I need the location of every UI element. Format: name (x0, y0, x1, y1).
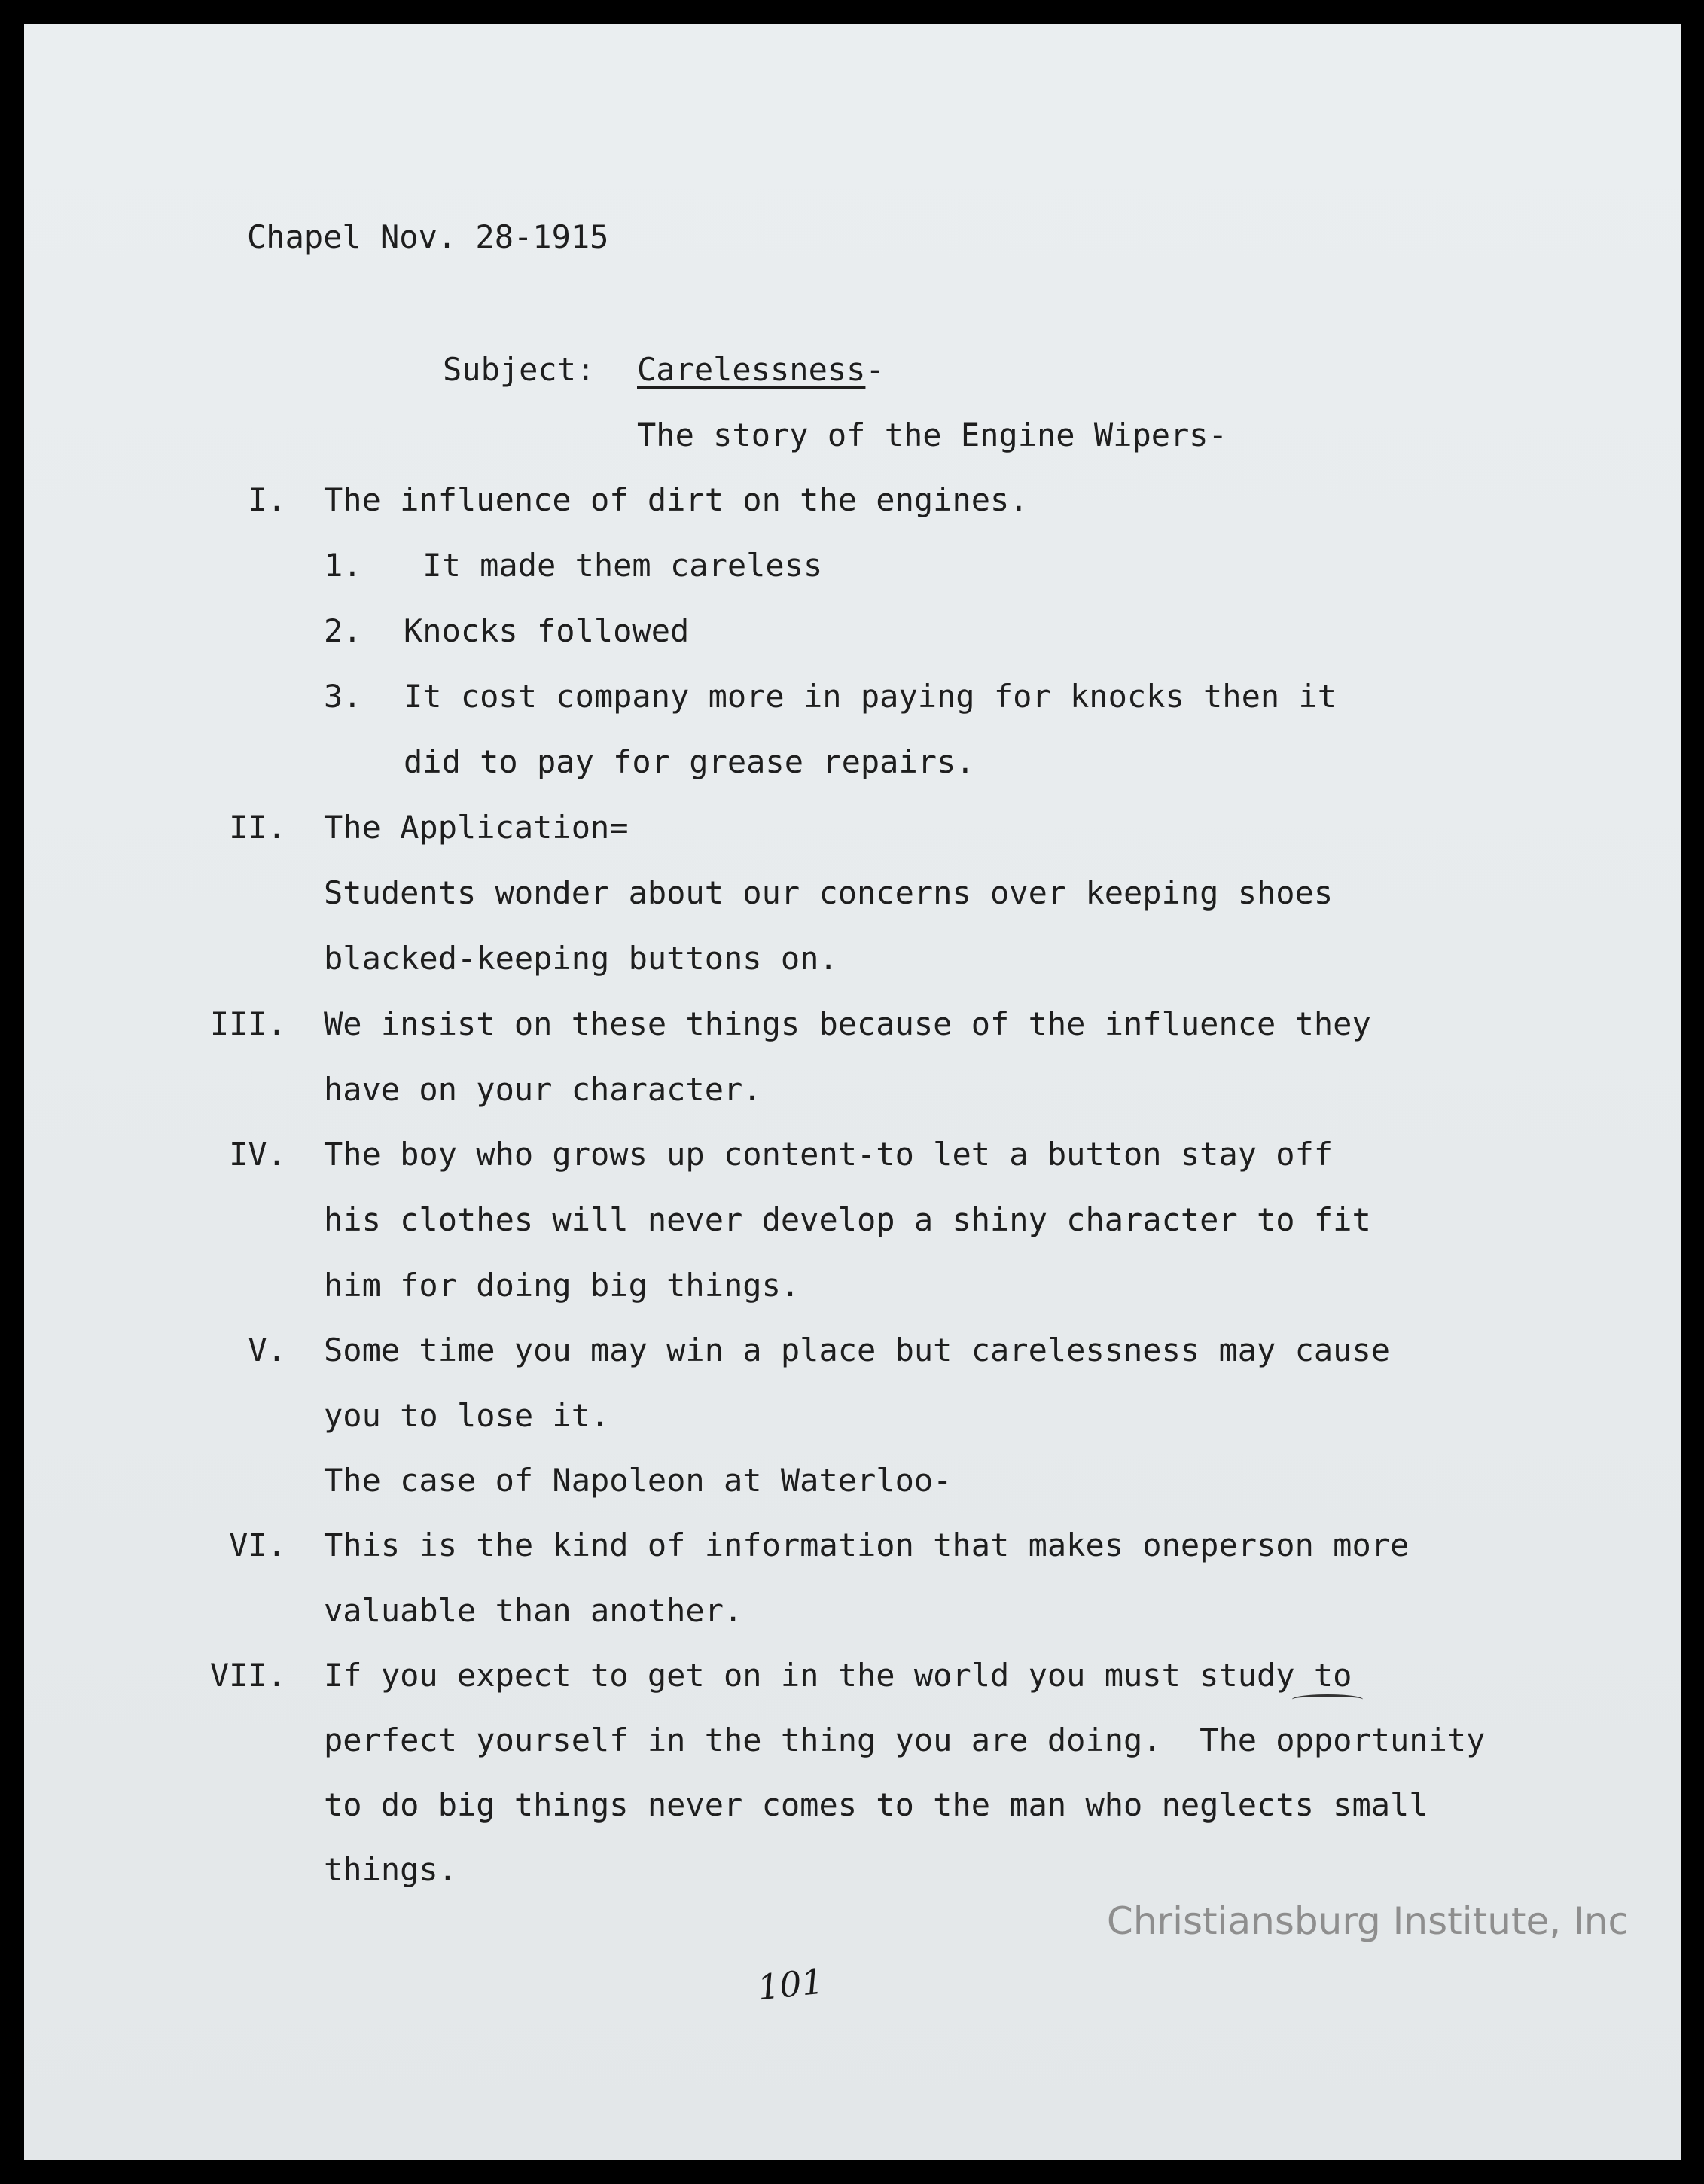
section-text: his clothes will never develop a shiny character to fit (324, 1201, 1371, 1238)
section-text: This is the kind of information that makes oneperson more (324, 1527, 1410, 1563)
section-numeral: V. (248, 1331, 286, 1368)
subject-label: Subject: (443, 351, 596, 388)
document-page (24, 24, 1681, 2160)
subitem-text: It made them careless (404, 547, 823, 584)
section-text: The boy who grows up content-to let a button stay off (324, 1136, 1334, 1173)
section-text: We insist on these things because of the influence they (324, 1005, 1371, 1042)
subject-title: Carelessness (637, 351, 866, 388)
section-text: perfect yourself in the thing you are doing. The opportunity (324, 1722, 1486, 1758)
section-numeral: III. (209, 1005, 286, 1042)
subitem-text: did to pay for grease repairs. (404, 743, 975, 780)
section-text: valuable than another. (324, 1592, 743, 1629)
section-text: you to lose it. (324, 1397, 610, 1434)
section-text: blacked-keeping buttons on. (324, 940, 838, 977)
section-text: The influence of dirt on the engines. (324, 481, 1029, 518)
page-number: 101 (755, 1960, 826, 2009)
watermark: Christiansburg Institute, Inc (1106, 1899, 1629, 1943)
subitem-number: 1. (324, 547, 362, 584)
pen-underline-mark (1292, 1694, 1363, 1704)
section-text: things. (324, 1851, 458, 1888)
section-text: If you expect to get on in the world you must study to (324, 1657, 1352, 1694)
section-text: to do big things never comes to the man who neglects small (324, 1786, 1428, 1823)
subitem-text: Knocks followed (404, 612, 690, 649)
section-numeral: IV. (229, 1136, 286, 1173)
subitem-text: It cost company more in paying for knocks then it (404, 678, 1337, 715)
section-text: have on your character. (324, 1071, 762, 1108)
section-numeral: I. (248, 481, 286, 518)
section-numeral: VII. (209, 1657, 286, 1694)
subitem-number: 3. (324, 678, 362, 715)
section-numeral: II. (229, 809, 286, 846)
section-numeral: VI. (229, 1527, 286, 1563)
section-text: Some time you may win a place but carelessness may cause (324, 1331, 1391, 1368)
subject-title-group (637, 351, 885, 388)
date-line: Chapel Nov. 28-1915 (247, 218, 609, 255)
section-text: The Application= (324, 809, 629, 846)
section-text: him for doing big things. (324, 1267, 800, 1304)
story-line: The story of the Engine Wipers- (637, 416, 1227, 453)
subitem-number: 2. (324, 612, 362, 649)
subject-title-suffix: - (865, 351, 885, 388)
section-text: Students wonder about our concerns over keeping shoes (324, 874, 1334, 911)
section-text: The case of Napoleon at Waterloo- (324, 1462, 953, 1499)
